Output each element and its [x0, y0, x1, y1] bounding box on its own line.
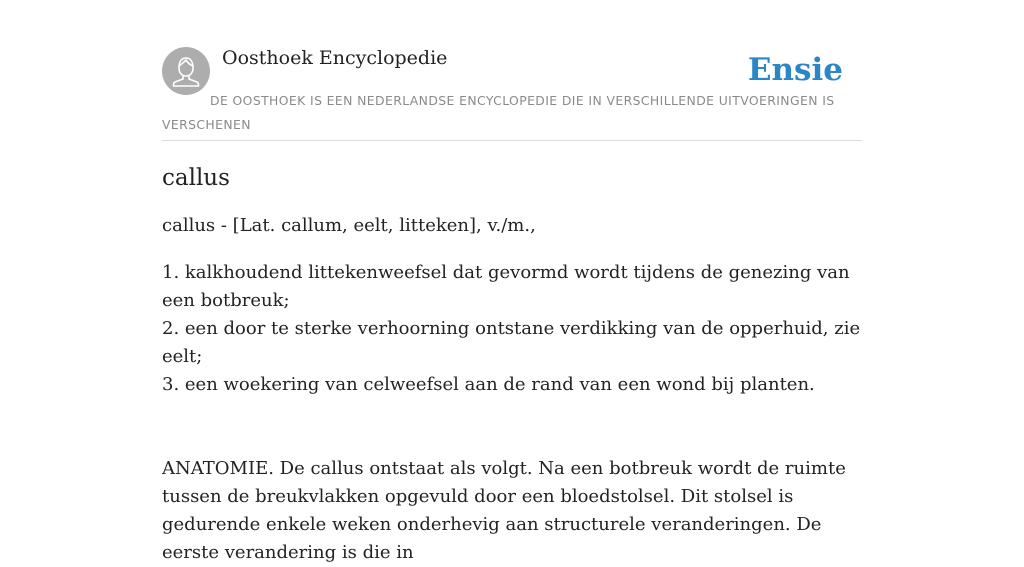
entry-title: callus [162, 165, 230, 191]
definition-item: 1. kalkhoudend littekenweefsel dat gevormd wordt tijdens de genezing van een botbreuk; [162, 262, 850, 311]
definition-item: 2. een door te sterke verhoorning ontstane verdikking van de opperhuid, zie eelt; [162, 318, 861, 367]
anatomy-paragraph: ANATOMIE. De callus ontstaat als volgt. Na een botbreuk wordt de ruimte tussen de breukvlakken opgevuld door een bloedstolsel. Dit stolsel is gedurende enkele weken onderhevig aan structurele veranderingen. De eerste verandering is die in [162, 458, 846, 563]
source-description: DE OOSTHOEK IS EEN NEDERLANDSE ENCYCLOPEDIE DIE IN VERSCHILLENDE UITVOERINGEN IS VERSCHENEN [162, 93, 835, 132]
entry-content [162, 160, 862, 567]
user-avatar-icon[interactable] [162, 47, 210, 95]
source-title[interactable]: Oosthoek Encyclopedie [222, 47, 448, 69]
definition-list [162, 259, 862, 399]
ensie-logo[interactable]: Ensie [747, 52, 843, 88]
definition-item: 3. een woekering van celweefsel aan de rand van een wond bij planten. [162, 374, 815, 395]
source-header [162, 46, 862, 141]
entry-lead: callus - [Lat. callum, eelt, litteken], v./m., [162, 215, 536, 236]
